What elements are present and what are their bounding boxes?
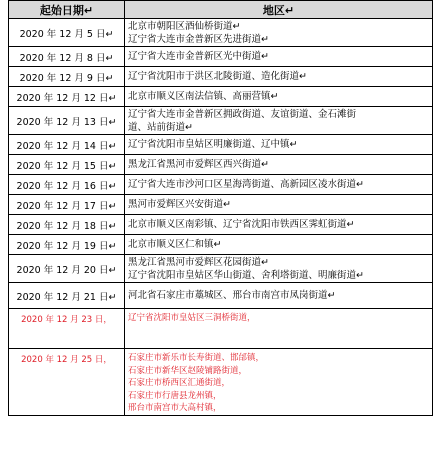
- table-row: [9, 235, 433, 255]
- table-row: [9, 135, 433, 155]
- area-cell: [125, 349, 433, 416]
- start-date-cell: 2020 年 12 月 18 日↵: [9, 215, 125, 235]
- table-body: [9, 19, 433, 416]
- start-date-cell: 2020 年 12 月 17 日↵: [9, 195, 125, 215]
- area-cell: [125, 283, 433, 309]
- header-row: [9, 1, 433, 19]
- area-line: 黑龙江省黑河市爱辉区西兴街道↵: [128, 159, 269, 170]
- area-line: 河北省石家庄市藁城区、邢台市南宫市凤岗街道↵: [128, 290, 336, 301]
- area-line: 辽宁省大连市金普新区光中街道↵: [128, 51, 269, 62]
- start-date-cell: 2020 年 12 月 12 日↵: [9, 87, 125, 107]
- area-cell: [125, 47, 433, 67]
- area-line: 辽宁省沈阳市皇姑区华山街道、舍利塔街道、明廉街道↵: [128, 269, 364, 281]
- table-row: [9, 283, 433, 309]
- area-line: 石家庄市桥西区汇通街道，: [128, 378, 231, 388]
- table-row: [9, 255, 433, 283]
- table-row: [9, 19, 433, 47]
- area-line: 邢台市南宫市大高村镇，: [128, 403, 222, 413]
- area-line: 北京市顺义区仁和镇↵: [128, 239, 222, 250]
- area-line: 道、站前街道↵: [128, 121, 193, 133]
- area-cell: [125, 135, 433, 155]
- table-row: [9, 155, 433, 175]
- area-cell: [125, 309, 433, 349]
- area-line: 辽宁省大连市金普新区先进街道↵: [128, 33, 269, 45]
- area-line: 石家庄市行唐县龙州镇，: [128, 390, 222, 401]
- area-line: 黑龙江省黑河市爱辉区花园街道↵: [128, 256, 269, 268]
- area-line: 辽宁省沈阳市于洪区北陵街道、造化街道↵: [128, 71, 307, 82]
- area-line: 辽宁省沈阳市皇姑区三洞桥街道，: [128, 313, 256, 323]
- start-date-cell: 2020 年 12 月 5 日↵: [9, 19, 125, 47]
- area-cell: [125, 155, 433, 175]
- area-line: 石家庄市新华区赵陵铺路街道，: [128, 365, 248, 376]
- table-row: [9, 195, 433, 215]
- area-line: 北京市顺义区南法信镇、高丽营镇↵: [128, 91, 279, 102]
- start-date-cell: 2020 年 12 月 23 日，: [9, 309, 125, 349]
- start-date-cell: 2020 年 12 月 16 日↵: [9, 175, 125, 195]
- start-date-cell: 2020 年 12 月 21 日↵: [9, 283, 125, 309]
- area-cell: [125, 107, 433, 135]
- area-cell: [125, 87, 433, 107]
- area-line: 辽宁省大连市金普新区拥政街道、友谊街道、金石滩街: [128, 108, 357, 120]
- start-date-cell: 2020 年 12 月 14 日↵: [9, 135, 125, 155]
- start-date-cell: 2020 年 12 月 9 日↵: [9, 67, 125, 87]
- table-row: [9, 47, 433, 67]
- area-cell: [125, 175, 433, 195]
- table-row: [9, 215, 433, 235]
- area-line: 北京市顺义区南彩镇、辽宁省沈阳市铁西区霁虹街道↵: [128, 219, 355, 230]
- start-date-cell: 2020 年 12 月 13 日↵: [9, 107, 125, 135]
- table-row: [9, 107, 433, 135]
- start-date-cell: 2020 年 12 月 20 日↵: [9, 255, 125, 283]
- area-line: 北京市朝阳区酒仙桥街道↵: [128, 20, 241, 32]
- table-row: [9, 349, 433, 416]
- area-column-header: 地区↵: [125, 1, 433, 19]
- area-cell: [125, 255, 433, 283]
- area-cell: [125, 215, 433, 235]
- start-date-cell: 2020 年 12 月 15 日↵: [9, 155, 125, 175]
- area-line: 辽宁省沈阳市皇姑区明廉街道、辽中镇↵: [128, 139, 298, 150]
- table-row: [9, 87, 433, 107]
- date-column-header: 起始日期↵: [9, 1, 125, 19]
- area-line: 石家庄市新乐市长寿街道、邯邰镇，: [128, 353, 265, 363]
- start-date-cell: 2020 年 12 月 8 日↵: [9, 47, 125, 67]
- table-row: [9, 309, 433, 349]
- area-cell: [125, 67, 433, 87]
- area-line: 辽宁省大连市沙河口区星海湾街道、高新园区凌水街道↵: [128, 179, 364, 190]
- start-date-cell: 2020 年 12 月 19 日↵: [9, 235, 125, 255]
- area-cell: [125, 235, 433, 255]
- restriction-table: [8, 0, 433, 416]
- area-cell: [125, 19, 433, 47]
- area-line: 黑河市爱辉区兴安街道↵: [128, 199, 231, 210]
- area-cell: [125, 195, 433, 215]
- table-row: [9, 67, 433, 87]
- table-row: [9, 175, 433, 195]
- start-date-cell: 2020 年 12 月 25 日，: [9, 349, 125, 416]
